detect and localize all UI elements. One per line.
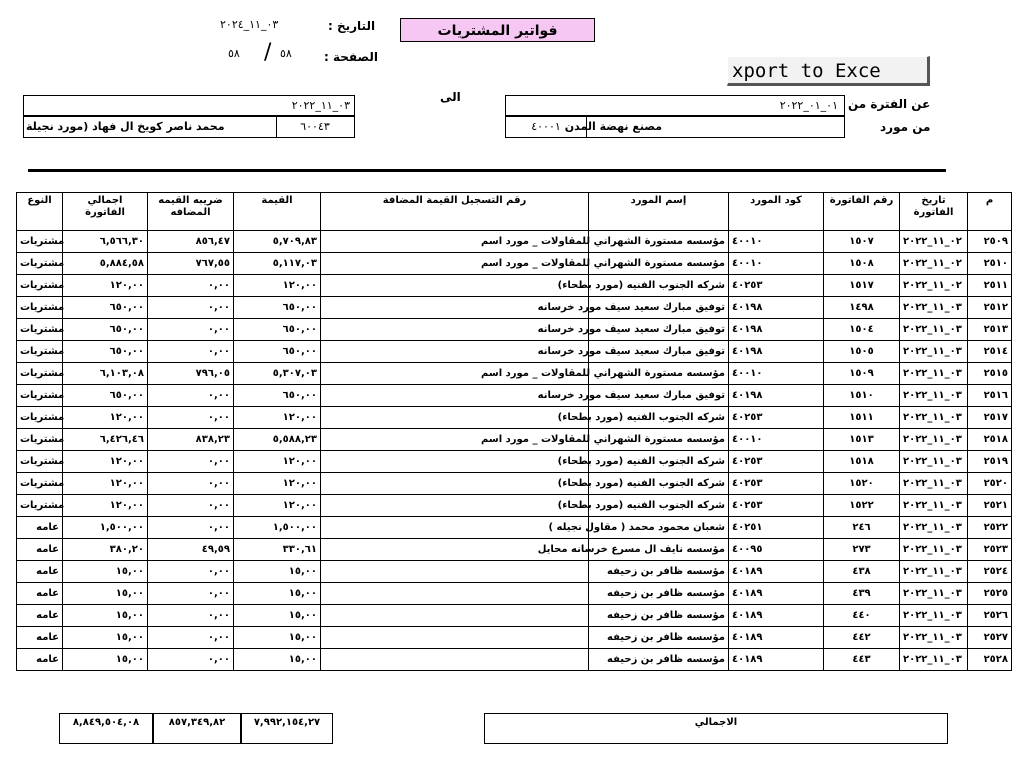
cell-supplier-name: مؤسسه مستورة الشهراني للمقاولات _ مورد اسم <box>589 429 729 451</box>
cell-serial: ٢٥٢٢ <box>968 517 1012 539</box>
table-row[interactable] <box>17 363 1012 385</box>
cell-invoice-total: ٣٨٠,٢٠ <box>63 539 148 561</box>
cell-supplier-code: ٤٠٠١٠ <box>729 231 824 253</box>
cell-invoice-date: ٠٣_١١_٢٠٢٢ <box>900 495 968 517</box>
cell-invoice-number: ١٤٩٨ <box>824 297 900 319</box>
cell-supplier-name: شركه الجنوب الفنيه (مورد بطحاء) <box>589 495 729 517</box>
cell-invoice-number: ٤٤٢ <box>824 627 900 649</box>
cell-vat-reg <box>321 561 589 583</box>
cell-type: مشتريات <box>17 297 63 319</box>
page-total: ٥٨ <box>228 47 240 60</box>
cell-supplier-code: ٤٠٠٩٥ <box>729 539 824 561</box>
cell-invoice-number: ١٥١٣ <box>824 429 900 451</box>
cell-vat-reg <box>321 407 589 429</box>
cell-invoice-total: ١٥,٠٠ <box>63 561 148 583</box>
cell-invoice-number: ١٥٠٨ <box>824 253 900 275</box>
cell-type: عامه <box>17 539 63 561</box>
cell-supplier-code: ٤٠٢٥٣ <box>729 275 824 297</box>
cell-invoice-number: ٢٤٦ <box>824 517 900 539</box>
col-invoice-total: اجمالي الفاتورة <box>63 193 148 231</box>
cell-supplier-name: شركه الجنوب الفنيه (مورد بطحاء) <box>589 451 729 473</box>
cell-value: ١٢٠,٠٠ <box>234 473 321 495</box>
cell-vat-reg <box>321 583 589 605</box>
report-title: فواتير المشتريات <box>400 18 595 42</box>
tax-total: ٨٥٧,٣٤٩,٨٢ <box>153 713 241 744</box>
cell-supplier-code: ٤٠١٨٩ <box>729 583 824 605</box>
cell-value: ١٥,٠٠ <box>234 583 321 605</box>
cell-vat: ٠,٠٠ <box>148 583 234 605</box>
cell-invoice-date: ٠٣_١١_٢٠٢٢ <box>900 319 968 341</box>
cell-vat: ٠,٠٠ <box>148 473 234 495</box>
page-label: الصفحة : <box>324 50 378 64</box>
cell-value: ٦٥٠,٠٠ <box>234 297 321 319</box>
cell-value: ٥,١١٧,٠٣ <box>234 253 321 275</box>
cell-invoice-total: ١٢٠,٠٠ <box>63 473 148 495</box>
export-to-excel-button[interactable]: xport to Exce <box>727 56 930 86</box>
cell-vat: ٧٦٧,٥٥ <box>148 253 234 275</box>
cell-serial: ٢٥٠٩ <box>968 231 1012 253</box>
totals-label: الاجمالي <box>484 713 948 744</box>
cell-supplier-name: توفيق مبارك سعيد سيف مورد خرسانه <box>589 297 729 319</box>
cell-value: ١٢٠,٠٠ <box>234 495 321 517</box>
cell-vat: ٠,٠٠ <box>148 297 234 319</box>
cell-supplier-code: ٤٠٢٥٣ <box>729 495 824 517</box>
cell-type: مشتريات <box>17 407 63 429</box>
cell-invoice-number: ١٥٠٤ <box>824 319 900 341</box>
cell-invoice-number: ١٥١١ <box>824 407 900 429</box>
cell-type: عامه <box>17 583 63 605</box>
cell-invoice-date: ٠٣_١١_٢٠٢٢ <box>900 341 968 363</box>
cell-type: عامه <box>17 605 63 627</box>
table-row[interactable] <box>17 451 1012 473</box>
table-row[interactable] <box>17 517 1012 539</box>
cell-value: ٣٣٠,٦١ <box>234 539 321 561</box>
cell-vat: ٠,٠٠ <box>148 451 234 473</box>
table-row[interactable] <box>17 385 1012 407</box>
cell-supplier-code: ٤٠٢٥١ <box>729 517 824 539</box>
value-total: ٧,٩٩٢,١٥٤,٢٧ <box>241 713 333 744</box>
cell-serial: ٢٥١٥ <box>968 363 1012 385</box>
page-separator: / <box>264 40 272 65</box>
table-row[interactable] <box>17 605 1012 627</box>
cell-invoice-total: ٦٥٠,٠٠ <box>63 297 148 319</box>
cell-type: مشتريات <box>17 495 63 517</box>
table-row[interactable] <box>17 627 1012 649</box>
cell-vat: ٠,٠٠ <box>148 627 234 649</box>
table-row[interactable] <box>17 275 1012 297</box>
cell-supplier-name: توفيق مبارك سعيد سيف مورد خرسانه <box>589 319 729 341</box>
cell-vat: ٤٩,٥٩ <box>148 539 234 561</box>
cell-vat: ٠,٠٠ <box>148 649 234 671</box>
cell-vat-reg <box>321 605 589 627</box>
cell-invoice-total: ٦,٤٢٦,٤٦ <box>63 429 148 451</box>
cell-invoice-total: ٥,٨٨٤,٥٨ <box>63 253 148 275</box>
cell-invoice-date: ٠٣_١١_٢٠٢٢ <box>900 473 968 495</box>
cell-invoice-date: ٠٣_١١_٢٠٢٢ <box>900 385 968 407</box>
header-divider <box>28 169 946 172</box>
cell-value: ٦٥٠,٠٠ <box>234 319 321 341</box>
cell-type: مشتريات <box>17 253 63 275</box>
cell-invoice-number: ١٥٠٥ <box>824 341 900 363</box>
table-row[interactable] <box>17 649 1012 671</box>
col-vat: ضريبه القيمه المضافه <box>148 193 234 231</box>
table-row[interactable] <box>17 231 1012 253</box>
cell-invoice-total: ١٥,٠٠ <box>63 649 148 671</box>
cell-serial: ٢٥١٨ <box>968 429 1012 451</box>
table-row[interactable] <box>17 319 1012 341</box>
table-header-row <box>17 193 1012 231</box>
page-current: ٥٨ <box>280 47 292 60</box>
col-supplier-name: إسم المورد <box>589 193 729 231</box>
cell-invoice-number: ١٥٠٧ <box>824 231 900 253</box>
cell-type: مشتريات <box>17 451 63 473</box>
cell-vat: ٨٥٦,٤٧ <box>148 231 234 253</box>
cell-vat-reg <box>321 495 589 517</box>
date-label: التاريخ : <box>328 19 376 33</box>
cell-vat: ٠,٠٠ <box>148 561 234 583</box>
cell-type: مشتريات <box>17 363 63 385</box>
cell-vat: ٠,٠٠ <box>148 319 234 341</box>
cell-serial: ٢٥١٦ <box>968 385 1012 407</box>
cell-supplier-code: ٤٠١٨٩ <box>729 649 824 671</box>
cell-value: ١٢٠,٠٠ <box>234 451 321 473</box>
table-row[interactable] <box>17 495 1012 517</box>
supplier-from-name: مصنع نهضة المدن <box>564 120 662 133</box>
cell-serial: ٢٥٢١ <box>968 495 1012 517</box>
cell-vat-reg <box>321 627 589 649</box>
cell-invoice-date: ٠٣_١١_٢٠٢٢ <box>900 451 968 473</box>
col-invoice-number: رقم الفاتورة <box>824 193 900 231</box>
cell-invoice-date: ٠٣_١١_٢٠٢٢ <box>900 561 968 583</box>
cell-supplier-name: مؤسسه ظافر بن زحيفه <box>589 649 729 671</box>
cell-invoice-number: ١٥١٨ <box>824 451 900 473</box>
cell-type: مشتريات <box>17 429 63 451</box>
cell-value: ٥,٧٠٩,٨٣ <box>234 231 321 253</box>
supplier-from-label: من مورد <box>880 120 931 134</box>
cell-supplier-code: ٤٠٠١٠ <box>729 253 824 275</box>
cell-type: مشتريات <box>17 473 63 495</box>
cell-invoice-date: ٠٣_١١_٢٠٢٢ <box>900 539 968 561</box>
cell-vat: ٠,٠٠ <box>148 341 234 363</box>
cell-invoice-date: ٠٣_١١_٢٠٢٢ <box>900 363 968 385</box>
cell-invoice-total: ١٢٠,٠٠ <box>63 275 148 297</box>
cell-invoice-total: ١٢٠,٠٠ <box>63 407 148 429</box>
cell-invoice-total: ١٢٠,٠٠ <box>63 451 148 473</box>
col-type: النوع <box>17 193 63 231</box>
cell-invoice-date: ٠٣_١١_٢٠٢٢ <box>900 407 968 429</box>
cell-serial: ٢٥٢٣ <box>968 539 1012 561</box>
cell-type: مشتريات <box>17 275 63 297</box>
supplier-from-code: ٤٠٠٠١ <box>506 117 587 137</box>
to-label: الى <box>440 90 461 104</box>
cell-supplier-code: ٤٠١٩٨ <box>729 319 824 341</box>
cell-value: ١٥,٠٠ <box>234 627 321 649</box>
cell-serial: ٢٥٢٦ <box>968 605 1012 627</box>
cell-serial: ٢٥١٧ <box>968 407 1012 429</box>
cell-value: ٥,٣٠٧,٠٣ <box>234 363 321 385</box>
cell-invoice-total: ٦,١٠٣,٠٨ <box>63 363 148 385</box>
cell-invoice-date: ٠٣_١١_٢٠٢٢ <box>900 605 968 627</box>
cell-serial: ٢٥٢٨ <box>968 649 1012 671</box>
cell-invoice-total: ٦٥٠,٠٠ <box>63 319 148 341</box>
period-to-field[interactable]: ٠٣_١١_٢٠٢٢ <box>23 95 355 116</box>
cell-supplier-name: شركه الجنوب الفنيه (مورد بطحاء) <box>589 407 729 429</box>
cell-supplier-code: ٤٠١٩٨ <box>729 385 824 407</box>
cell-invoice-number: ١٥١٧ <box>824 275 900 297</box>
cell-value: ١٢٠,٠٠ <box>234 275 321 297</box>
cell-invoice-number: ١٥٢٢ <box>824 495 900 517</box>
cell-invoice-number: ٤٣٩ <box>824 583 900 605</box>
cell-invoice-number: ١٥٠٩ <box>824 363 900 385</box>
cell-invoice-date: ٠٢_١١_٢٠٢٢ <box>900 275 968 297</box>
cell-supplier-code: ٤٠١٨٩ <box>729 605 824 627</box>
cell-vat: ٨٣٨,٢٣ <box>148 429 234 451</box>
cell-type: عامه <box>17 627 63 649</box>
cell-vat: ٠,٠٠ <box>148 605 234 627</box>
cell-value: ٦٥٠,٠٠ <box>234 341 321 363</box>
cell-supplier-name: توفيق مبارك سعيد سيف مورد خرسانه <box>589 385 729 407</box>
cell-type: عامه <box>17 649 63 671</box>
cell-supplier-name: شركه الجنوب الفنيه (مورد بطحاء) <box>589 473 729 495</box>
cell-supplier-name: مؤسسه مستورة الشهراني للمقاولات _ مورد اسم <box>589 253 729 275</box>
cell-serial: ٢٥١٣ <box>968 319 1012 341</box>
cell-vat-reg <box>321 649 589 671</box>
cell-vat: ٧٩٦,٠٥ <box>148 363 234 385</box>
cell-vat: ٠,٠٠ <box>148 517 234 539</box>
cell-supplier-code: ٤٠١٨٩ <box>729 627 824 649</box>
cell-invoice-date: ٠٣_١١_٢٠٢٢ <box>900 627 968 649</box>
cell-type: مشتريات <box>17 319 63 341</box>
supplier-to-code: ٦٠٠٤٣ <box>300 120 330 133</box>
cell-invoice-total: ٦٥٠,٠٠ <box>63 385 148 407</box>
cell-invoice-number: ١٥١٠ <box>824 385 900 407</box>
cell-invoice-total: ١٥,٠٠ <box>63 583 148 605</box>
table-row[interactable] <box>17 473 1012 495</box>
cell-supplier-name: مؤسسه مستورة الشهراني للمقاولات _ مورد اسم <box>589 231 729 253</box>
cell-supplier-name: شركه الجنوب الفنيه (مورد بطحاء) <box>589 275 729 297</box>
cell-supplier-code: ٤٠٠١٠ <box>729 429 824 451</box>
cell-supplier-name: مؤسسه ظافر بن زحيفه <box>589 627 729 649</box>
cell-supplier-name: مؤسسه نايف ال مسرع خرسانه محايل <box>589 539 729 561</box>
supplier-to-name: محمد ناصر كويخ ال فهاد (مورد نجيلة <box>24 117 277 137</box>
table-row[interactable] <box>17 253 1012 275</box>
cell-value: ١٥,٠٠ <box>234 561 321 583</box>
cell-type: عامه <box>17 561 63 583</box>
col-serial: م <box>968 193 1012 231</box>
cell-serial: ٢٥١٤ <box>968 341 1012 363</box>
cell-serial: ٢٥١٠ <box>968 253 1012 275</box>
cell-supplier-code: ٤٠٢٥٣ <box>729 473 824 495</box>
cell-vat-reg <box>321 275 589 297</box>
cell-invoice-total: ٦٥٠,٠٠ <box>63 341 148 363</box>
cell-type: عامه <box>17 517 63 539</box>
cell-supplier-code: ٤٠٢٥٣ <box>729 451 824 473</box>
cell-vat-reg <box>321 473 589 495</box>
cell-vat: ٠,٠٠ <box>148 385 234 407</box>
cell-invoice-date: ٠٢_١١_٢٠٢٢ <box>900 253 968 275</box>
cell-value: ١٥,٠٠ <box>234 605 321 627</box>
table-row[interactable] <box>17 407 1012 429</box>
cell-serial: ٢٥٢٧ <box>968 627 1012 649</box>
cell-supplier-code: ٤٠١٩٨ <box>729 341 824 363</box>
cell-invoice-total: ١٢٠,٠٠ <box>63 495 148 517</box>
cell-supplier-code: ٤٠٠١٠ <box>729 363 824 385</box>
date-value: ٠٣_١١_٢٠٢٤ <box>220 18 279 31</box>
invoices-table <box>16 192 1012 671</box>
period-from-label: عن الفترة من <box>848 97 931 111</box>
cell-supplier-name: توفيق مبارك سعيد سيف مورد خرسانه <box>589 341 729 363</box>
table-row[interactable] <box>17 297 1012 319</box>
cell-invoice-total: ١,٥٠٠,٠٠ <box>63 517 148 539</box>
cell-invoice-total: ١٥,٠٠ <box>63 605 148 627</box>
cell-vat: ٠,٠٠ <box>148 407 234 429</box>
table-row[interactable] <box>17 429 1012 451</box>
table-row[interactable] <box>17 341 1012 363</box>
table-row[interactable] <box>17 539 1012 561</box>
cell-invoice-number: ١٥٢٠ <box>824 473 900 495</box>
cell-value: ١,٥٠٠,٠٠ <box>234 517 321 539</box>
cell-invoice-total: ٦,٥٦٦,٣٠ <box>63 231 148 253</box>
cell-vat: ٠,٠٠ <box>148 275 234 297</box>
cell-invoice-date: ٠٣_١١_٢٠٢٢ <box>900 649 968 671</box>
supplier-from-field[interactable] <box>505 116 845 138</box>
table-row[interactable] <box>17 561 1012 583</box>
cell-vat-reg <box>321 451 589 473</box>
cell-supplier-name: مؤسسه ظافر بن زحيفه <box>589 583 729 605</box>
cell-value: ١٢٠,٠٠ <box>234 407 321 429</box>
cell-serial: ٢٥١٢ <box>968 297 1012 319</box>
col-supplier-code: كود المورد <box>729 193 824 231</box>
cell-value: ١٥,٠٠ <box>234 649 321 671</box>
cell-supplier-name: مؤسسه ظافر بن زحيفه <box>589 561 729 583</box>
cell-value: ٥,٥٨٨,٢٣ <box>234 429 321 451</box>
col-vat-reg: رقم التسجيل القيمة المضافة <box>321 193 589 231</box>
cell-invoice-total: ١٥,٠٠ <box>63 627 148 649</box>
cell-invoice-number: ٤٣٨ <box>824 561 900 583</box>
cell-supplier-name: مؤسسه مستورة الشهراني للمقاولات _ مورد اسم <box>589 363 729 385</box>
cell-type: مشتريات <box>17 341 63 363</box>
cell-supplier-name: مؤسسه ظافر بن زحيفه <box>589 605 729 627</box>
cell-serial: ٢٥٢٤ <box>968 561 1012 583</box>
cell-serial: ٢٥٢٥ <box>968 583 1012 605</box>
cell-serial: ٢٥١٩ <box>968 451 1012 473</box>
cell-type: مشتريات <box>17 385 63 407</box>
cell-invoice-number: ٤٤٠ <box>824 605 900 627</box>
cell-value: ٦٥٠,٠٠ <box>234 385 321 407</box>
cell-invoice-date: ٠٣_١١_٢٠٢٢ <box>900 429 968 451</box>
supplier-to-field[interactable] <box>23 116 355 138</box>
col-value: القيمة <box>234 193 321 231</box>
cell-invoice-date: ٠٢_١١_٢٠٢٢ <box>900 231 968 253</box>
cell-invoice-date: ٠٣_١١_٢٠٢٢ <box>900 297 968 319</box>
cell-supplier-code: ٤٠٢٥٣ <box>729 407 824 429</box>
cell-invoice-date: ٠٣_١١_٢٠٢٢ <box>900 517 968 539</box>
cell-supplier-code: ٤٠١٨٩ <box>729 561 824 583</box>
period-from-field[interactable]: ٠١_٠١_٢٠٢٢ <box>505 95 845 116</box>
grand-total: ٨,٨٤٩,٥٠٤,٠٨ <box>59 713 153 744</box>
cell-serial: ٢٥١١ <box>968 275 1012 297</box>
table-row[interactable] <box>17 583 1012 605</box>
cell-invoice-number: ٤٤٣ <box>824 649 900 671</box>
col-invoice-date: تاريخ الفاتورة <box>900 193 968 231</box>
cell-invoice-number: ٢٧٣ <box>824 539 900 561</box>
cell-type: مشتريات <box>17 231 63 253</box>
cell-serial: ٢٥٢٠ <box>968 473 1012 495</box>
cell-supplier-code: ٤٠١٩٨ <box>729 297 824 319</box>
cell-supplier-name: شعبان محمود محمد ( مقاول نجيله ) <box>589 517 729 539</box>
cell-invoice-date: ٠٣_١١_٢٠٢٢ <box>900 583 968 605</box>
cell-vat: ٠,٠٠ <box>148 495 234 517</box>
